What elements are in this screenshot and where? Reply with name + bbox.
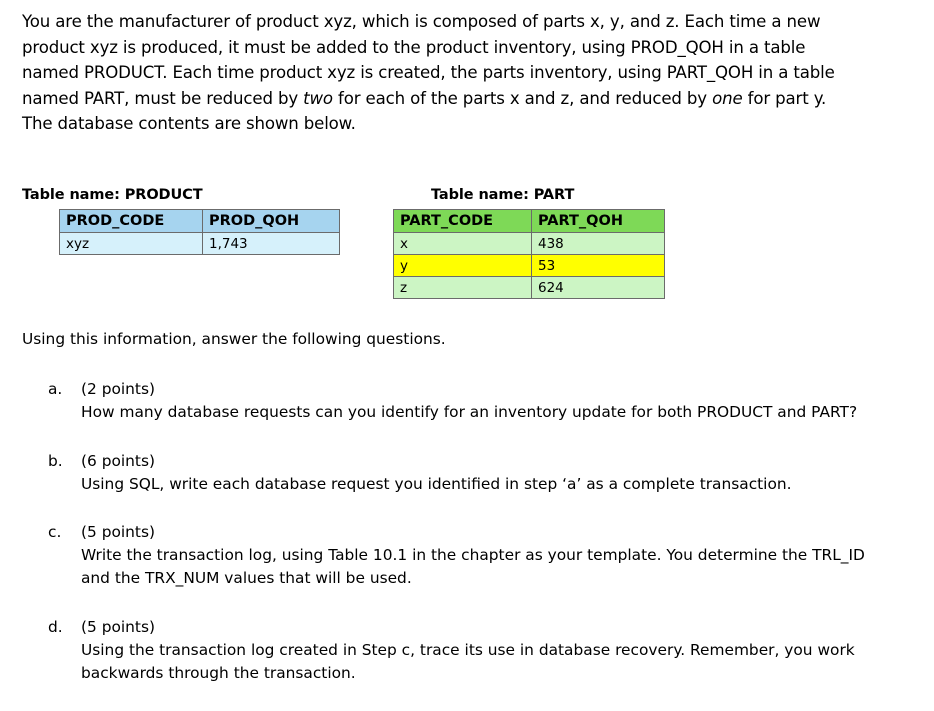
question-list — [48, 378, 918, 685]
question-text: backwards through the transaction. — [81, 664, 356, 682]
question-label: a. — [48, 380, 63, 398]
intro-line: product xyz is produced, it must be added to the product inventory, using PROD_QOH in a table — [22, 37, 806, 57]
intro-line — [22, 86, 922, 112]
column-header: PROD_QOH — [203, 210, 340, 233]
part-table-name: Table name: PART — [431, 187, 575, 203]
table-header-row — [394, 210, 665, 233]
intro-line: The database contents are shown below. — [22, 114, 356, 134]
product-table — [59, 209, 340, 255]
table-row-highlighted — [394, 255, 665, 277]
column-header: PART_CODE — [394, 210, 532, 233]
table-row — [394, 233, 665, 255]
column-header: PROD_CODE — [60, 210, 203, 233]
question-points: (6 points) — [81, 452, 155, 470]
question-item — [48, 616, 918, 685]
intro-text: for each of the parts x and z, and reduced by — [332, 88, 713, 108]
instructions-text: Using this information, answer the following questions. — [22, 330, 446, 348]
intro-paragraph — [22, 9, 922, 137]
column-header: PART_QOH — [532, 210, 665, 233]
intro-line: named PRODUCT. Each time product xyz is created, the parts inventory, using PART_QOH in a table — [22, 63, 835, 83]
table-cell: 624 — [532, 277, 665, 299]
question-text: Write the transaction log, using Table 10.1 in the chapter as your template. You determine the TRL_ID — [81, 546, 865, 564]
table-header-row — [60, 210, 340, 233]
question-label: b. — [48, 452, 63, 470]
part-table — [393, 209, 665, 299]
question-points: (2 points) — [81, 380, 155, 398]
emphasis-two: two — [303, 88, 333, 108]
table-cell: 53 — [532, 255, 665, 277]
table-cell: xyz — [60, 233, 203, 255]
question-points: (5 points) — [81, 618, 155, 636]
question-text: How many database requests can you identify for an inventory update for both PRODUCT and PART? — [81, 403, 858, 421]
table-cell: x — [394, 233, 532, 255]
question-item — [48, 378, 918, 424]
question-text: Using SQL, write each database request you identified in step ‘a’ as a complete transaction. — [81, 475, 792, 493]
table-cell: 438 — [532, 233, 665, 255]
table-cell: 1,743 — [203, 233, 340, 255]
question-item — [48, 450, 918, 496]
table-cell: z — [394, 277, 532, 299]
table-row — [60, 233, 340, 255]
question-item — [48, 521, 918, 590]
question-label: c. — [48, 523, 62, 541]
table-cell: y — [394, 255, 532, 277]
product-table-name: Table name: PRODUCT — [22, 187, 203, 203]
question-label: d. — [48, 618, 63, 636]
question-text: and the TRX_NUM values that will be used. — [81, 569, 412, 587]
emphasis-one: one — [712, 88, 743, 108]
intro-text: for part y. — [742, 88, 827, 108]
question-text: Using the transaction log created in Step c, trace its use in database recovery. Remember, you work — [81, 641, 855, 659]
table-row — [394, 277, 665, 299]
intro-line: You are the manufacturer of product xyz, which is composed of parts x, y, and z. Each time a new — [22, 12, 821, 31]
intro-text: named PART, must be reduced by — [22, 88, 304, 108]
question-points: (5 points) — [81, 523, 155, 541]
